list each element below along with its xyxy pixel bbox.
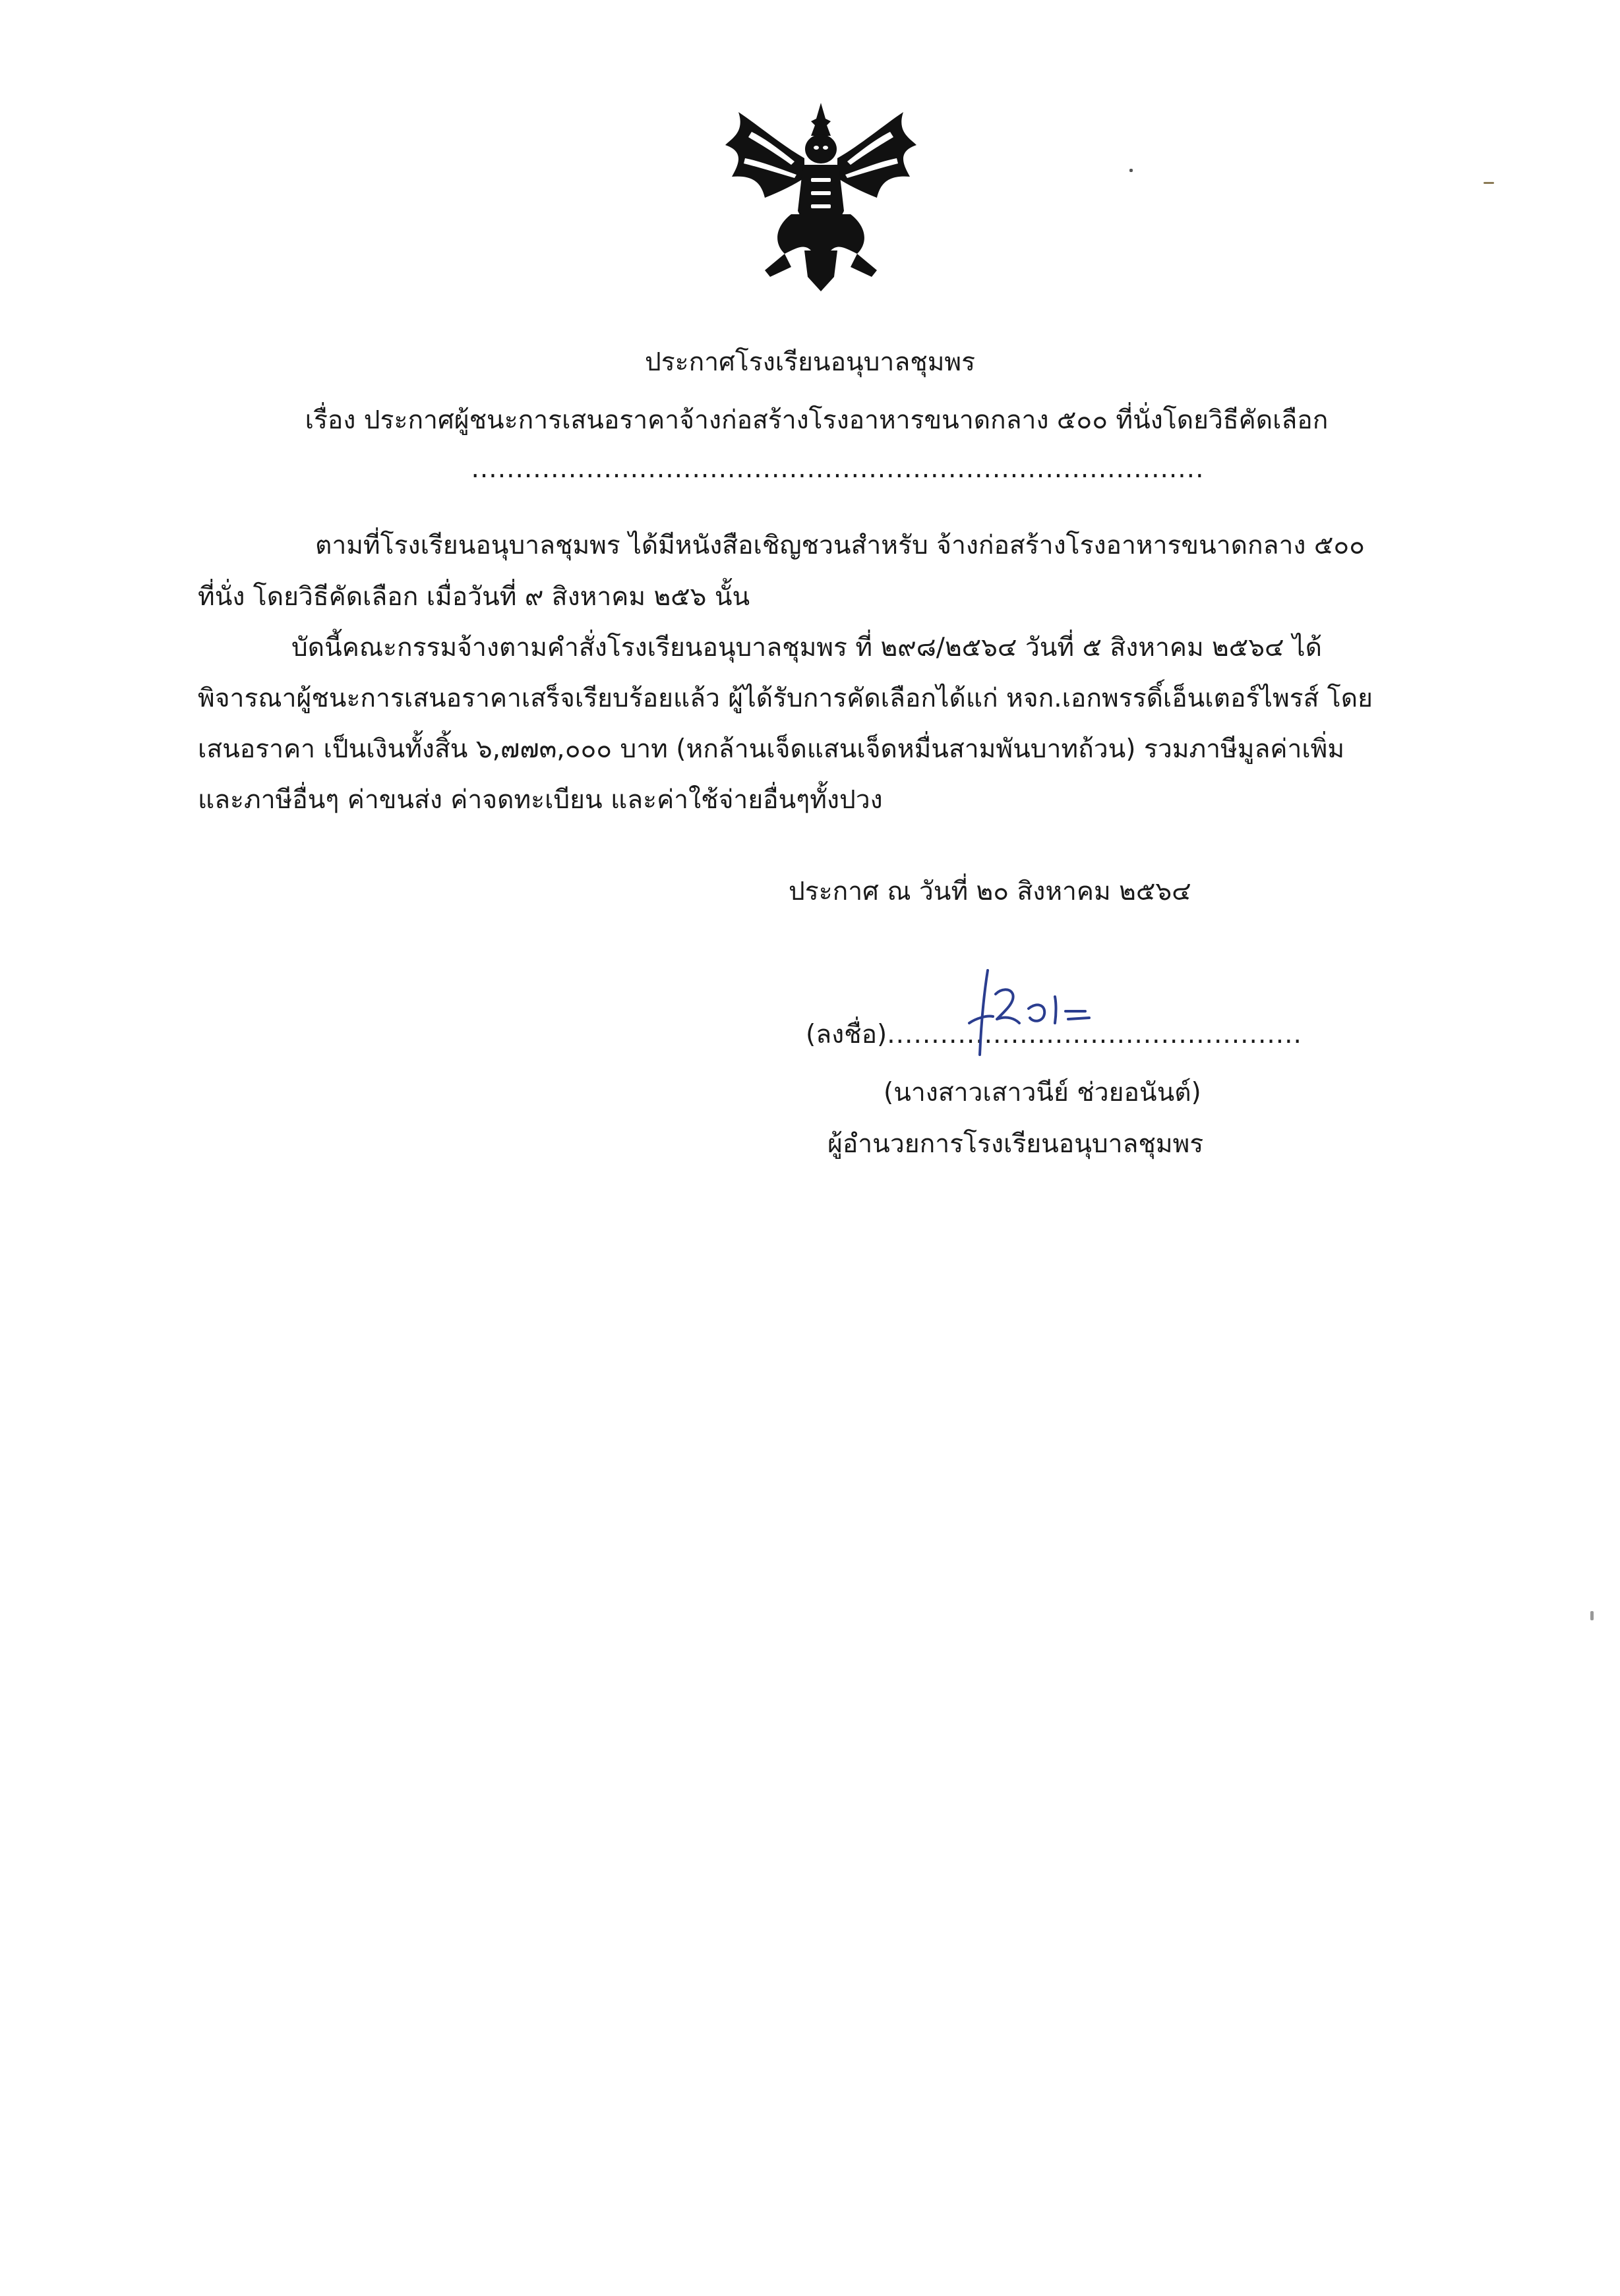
scan-speck <box>1484 182 1494 184</box>
signature-prefix: (ลงชื่อ) <box>806 1020 887 1049</box>
scan-speck <box>1129 169 1133 172</box>
body-line-4: พิจารณาผู้ชนะการเสนอราคาเสร็จเรียบร้อยแล้ว ผู้ได้รับการคัดเลือกได้แก่ หจก.เอกพรรดิ์เอ็นเตอร์ไพรส์ โดย <box>198 684 1373 713</box>
scan-speck <box>1590 1611 1594 1620</box>
document-subject: เรื่อง ประกาศผู้ชนะการเสนอราคาจ้างก่อสร้างโรงอาหารขนาดกลาง ๕๐๐ ที่นั่งโดยวิธีคัดเลือก <box>305 405 1329 435</box>
announce-date: ประกาศ ณ วันที่ ๒๐ สิงหาคม ๒๕๖๔ <box>789 877 1191 906</box>
body-line-3: บัดนี้คณะกรรมจ้างตามคำสั่งโรงเรียนอนุบาลชุมพร ที่ ๒๙๘/๒๕๖๔ วันที่ ๕ สิงหาคม ๒๕๖๔ ได้ <box>291 633 1322 662</box>
body-line-5: เสนอราคา เป็นเงินทั้งสิ้น ๖,๗๗๓,๐๐๐ บาท (หกล้านเจ็ดแสนเจ็ดหมื่นสามพันบาทถ้วน) รวมภาษีมูลค่าเพิ่ม <box>198 734 1345 764</box>
garuda-emblem-icon <box>719 99 923 297</box>
body-line-1: ตามที่โรงเรียนอนุบาลชุมพร ได้มีหนังสือเชิญชวนสำหรับ จ้างก่อสร้างโรงอาหารขนาดกลาง ๕๐๐ <box>315 531 1365 560</box>
title-separator: ................................................................................... <box>471 454 1205 484</box>
signer-position: ผู้อำนวยการโรงเรียนอนุบาลชุมพร <box>827 1129 1204 1159</box>
document-title: ประกาศโรงเรียนอนุบาลชุมพร <box>644 347 976 377</box>
signer-name: (นางสาวเสาวนีย์ ช่วยอนันต์) <box>884 1078 1201 1107</box>
handwritten-signature-icon <box>949 962 1167 1061</box>
body-line-6: และภาษีอื่นๆ ค่าขนส่ง ค่าจดทะเบียน และค่าใช้จ่ายอื่นๆทั้งปวง <box>198 785 883 815</box>
body-line-2: ที่นั่ง โดยวิธีคัดเลือก เมื่อวันที่ ๙ สิงหาคม ๒๕๖ นั้น <box>198 582 750 612</box>
signature-dots: ............................................... <box>887 1020 1302 1049</box>
